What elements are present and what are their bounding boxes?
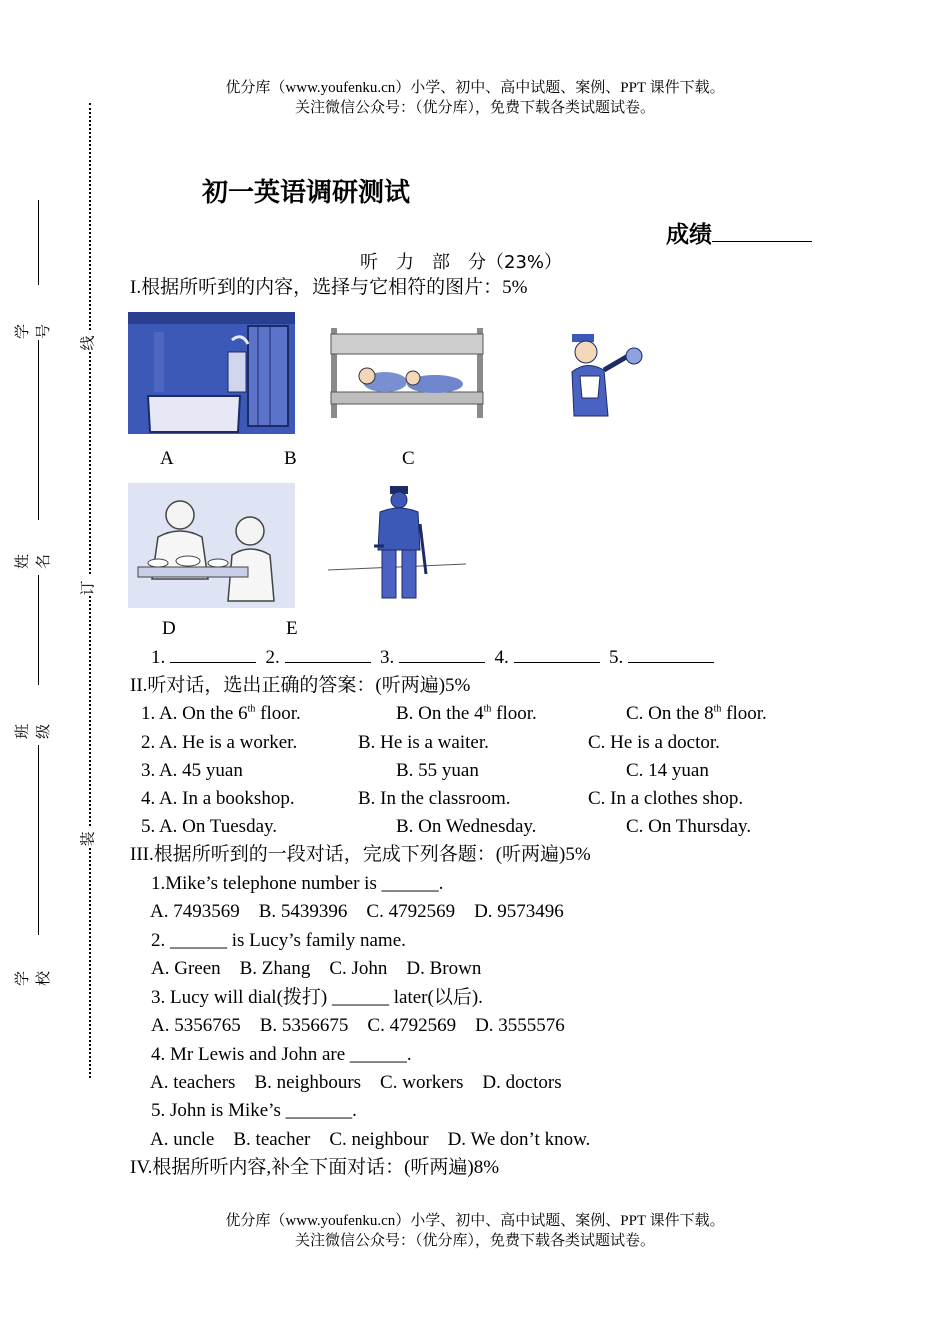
picture-e-policeman [328,484,466,600]
q3-4: 4. Mr Lewis and John are ______. [151,1044,412,1065]
answer-num: 1. [151,647,166,668]
answer-num: 4. [494,647,509,668]
section4-heading: IV.根据所听内容,补全下面对话：(听两遍)8% [130,1157,500,1178]
answer-blank-2[interactable] [285,646,371,663]
footer-line-2: 关注微信公众号：（优分库），免费下载各类试题试卷。 [294,1233,655,1249]
q3-3-options: A. 5356765 B. 5356675 C. 4792569 D. 3555576 [151,1015,565,1036]
q3-5-options: A. uncle B. teacher C. neighbour D. We don’t know. [150,1129,591,1150]
field-line [38,575,39,685]
answer-row [151,646,714,670]
q2-2-option-a: 2. A. He is a worker. [141,732,298,753]
q2-2-option-b: B. He is a waiter. [358,732,489,753]
listening-heading: 听 力 部 分（23%） [360,252,563,273]
q3-5: 5. John is Mike’s _______. [151,1100,357,1121]
q2-5-option-c: C. On Thursday. [626,816,752,837]
q3-1: 1.Mike’s telephone number is ______. [151,873,444,894]
field-line [38,340,39,520]
footer-line-1: 优分库（www.youfenku.cn）小学、初中、高中试题、案例、PPT 课件下载。 [225,1213,725,1229]
score-field [666,216,812,249]
section2-heading: II.听对话，选出正确的答案：(听两遍)5% [130,675,471,696]
label-c: C [402,448,415,469]
answer-num: 2. [265,647,280,668]
answer-blank-1[interactable] [170,646,256,663]
section1-heading: I.根据所听到的内容，选择与它相符的图片：5% [130,277,528,298]
student-id-label: 学号 [13,323,52,339]
answer-num: 5. [609,647,624,668]
answer-blank-4[interactable] [514,646,600,663]
q3-1-options: A. 7493569 B. 5439396 C. 4792569 D. 9573496 [150,901,564,922]
q2-4-option-b: B. In the classroom. [358,788,511,809]
name-label: 姓名 [13,553,52,569]
answer-num: 3. [380,647,395,668]
school-label: 学校 [13,970,52,986]
binding-order-char: 订 [77,576,98,596]
q2-3-option-a: 3. A. 45 yuan [141,760,243,781]
q2-1-option-c: C. On the 8th floor. [626,703,767,724]
label-e: E [286,618,298,639]
q2-4-option-c: C. In a clothes shop. [588,788,744,809]
picture-a-bathroom [128,312,295,434]
answer-blank-5[interactable] [628,646,714,663]
answer-blank-3[interactable] [399,646,485,663]
label-d: D [162,618,176,639]
q3-4-options: A. teachers B. neighbours C. workers D. doctors [150,1072,562,1093]
field-line [38,200,39,285]
picture-b-bunk-bed [325,322,489,420]
header-line-2: 关注微信公众号：（优分库），免费下载各类试题试卷。 [294,100,655,116]
q3-2: 2. ______ is Lucy’s family name. [151,930,406,951]
q2-4-option-a: 4. A. In a bookshop. [141,788,295,809]
q2-3-option-c: C. 14 yuan [626,760,709,781]
q2-1-option-b: B. On the 4th floor. [396,703,537,724]
q2-2-option-c: C. He is a doctor. [588,732,720,753]
q2-5-option-b: B. On Wednesday. [396,816,537,837]
label-a: A [160,448,174,469]
picture-d-restaurant [128,483,295,608]
header-line-1: 优分库（www.youfenku.cn）小学、初中、高中试题、案例、PPT 课件下载。 [225,80,725,96]
q2-1-option-a: 1. A. On the 6th floor. [141,703,301,724]
section3-heading: III.根据所听到的一段对话，完成下列各题：(听两遍)5% [130,844,591,865]
q3-2-options: A. Green B. Zhang C. John D. Brown [151,958,482,979]
field-line [38,745,39,935]
label-b: B [284,448,297,469]
binding-line-char: 线 [77,331,98,351]
picture-c-waitress [562,326,658,422]
q2-5-option-a: 5. A. On Tuesday. [141,816,278,837]
q3-3: 3. Lucy will dial(拨打) ______ later(以后). [151,987,483,1008]
class-label: 班级 [13,723,52,739]
q2-3-option-b: B. 55 yuan [396,760,479,781]
score-label: 成绩 [666,222,712,248]
binding-install-char: 装 [77,827,98,847]
score-blank[interactable] [712,225,812,242]
page-title: 初一英语调研测试 [202,178,411,208]
